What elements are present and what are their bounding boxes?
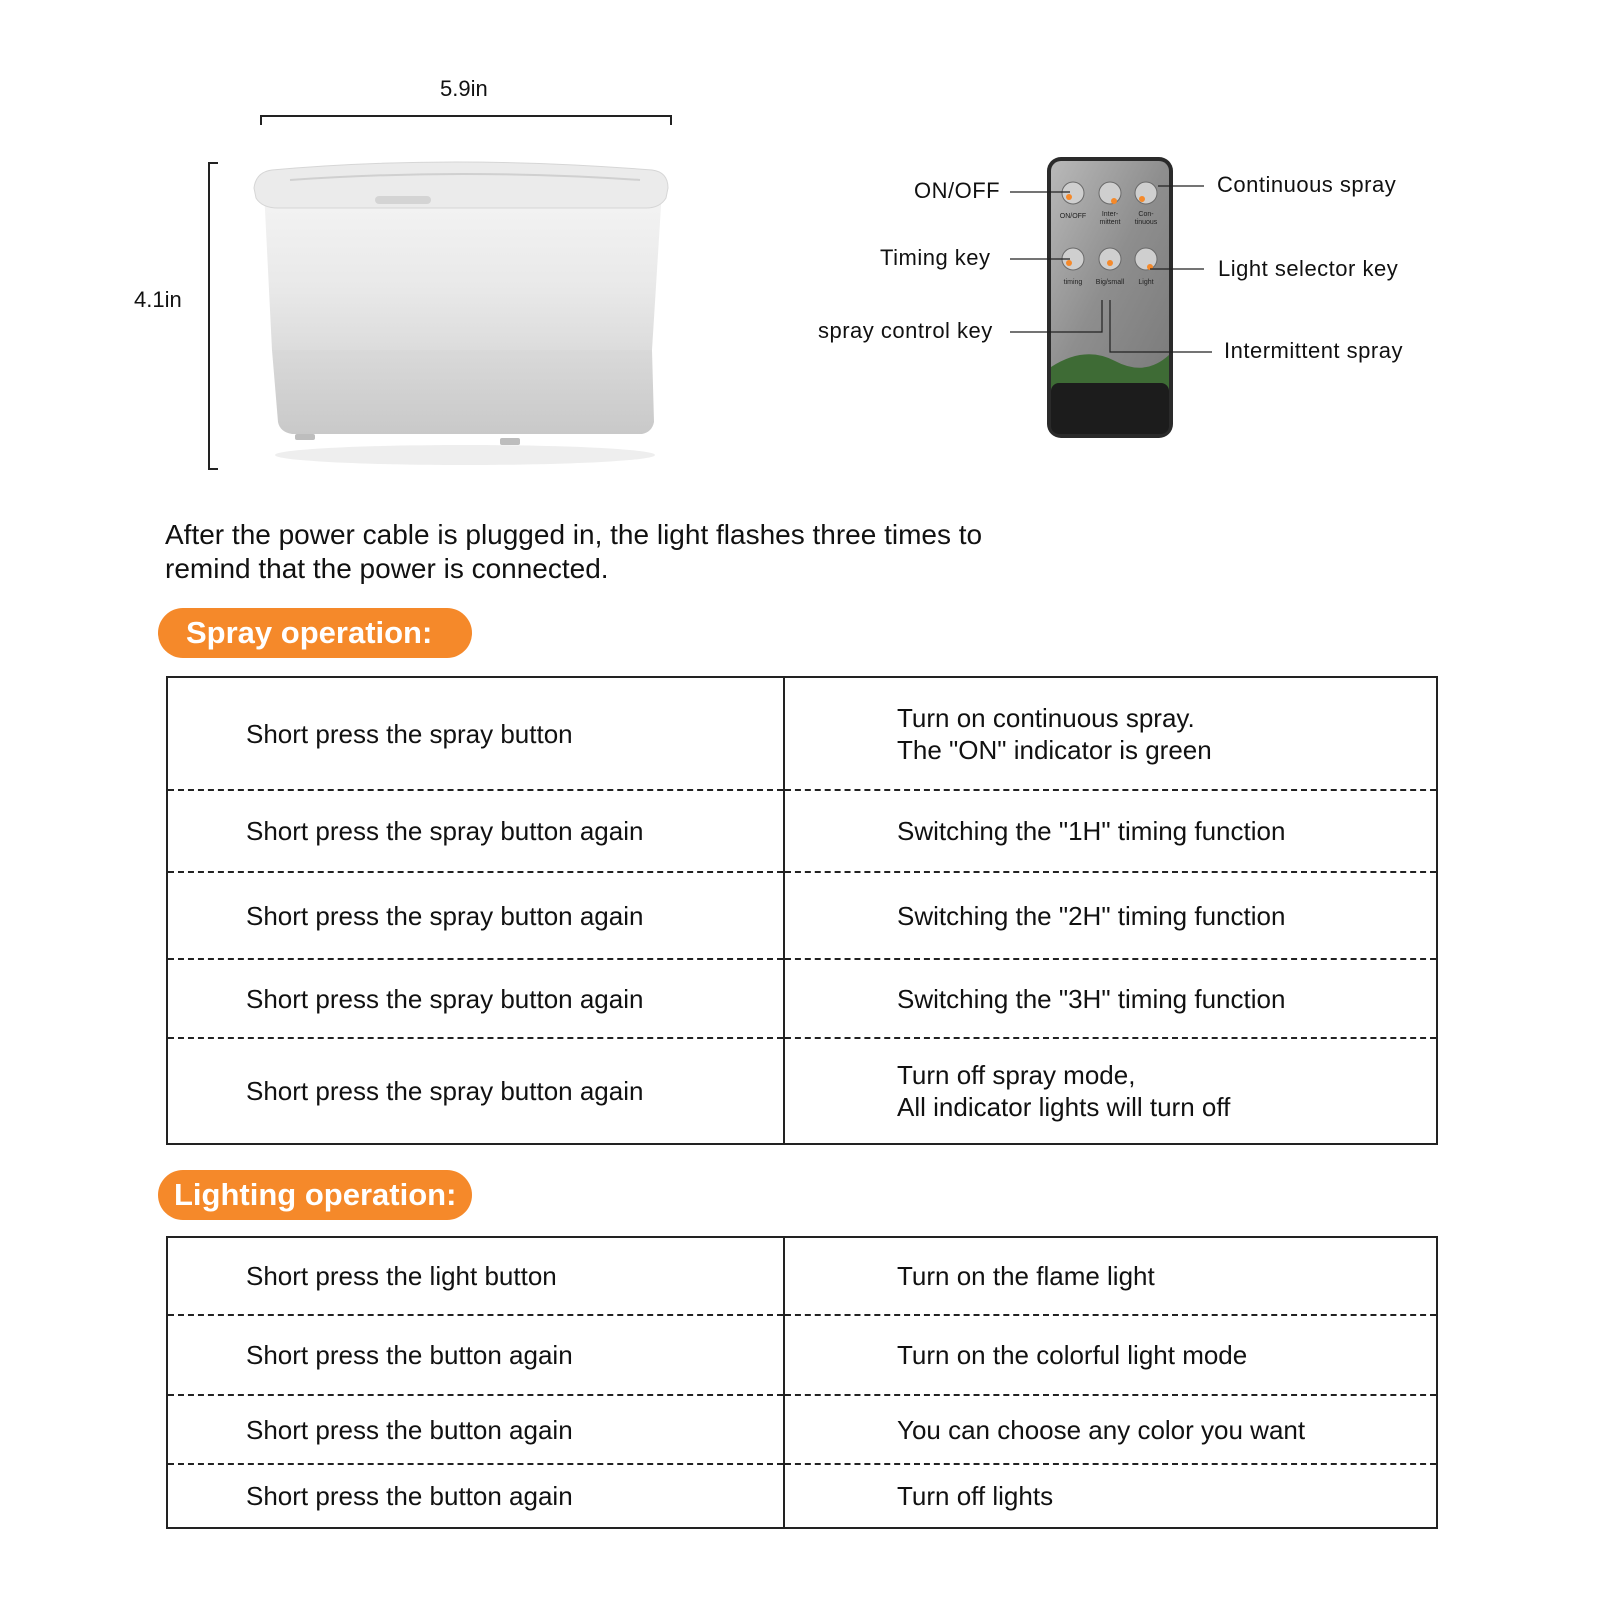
- spray-result-cell: [784, 677, 1437, 790]
- spray-result-line-2: All indicator lights will turn off: [897, 1092, 1231, 1122]
- lighting-action-cell: Short press the button again: [167, 1395, 784, 1464]
- lighting-result-cell: Turn off lights: [784, 1464, 1437, 1528]
- callout-continuous-spray: Continuous spray: [1217, 172, 1397, 197]
- width-dimension-line: [260, 115, 672, 117]
- table-row: [167, 790, 1437, 872]
- height-dimension-label: 4.1in: [134, 287, 182, 312]
- table-row: [167, 1464, 1437, 1528]
- callout-light-selector-key: Light selector key: [1218, 256, 1399, 281]
- svg-text:Inter-: Inter-: [1101, 211, 1119, 218]
- height-dimension-line: [208, 162, 210, 470]
- lighting-result-cell: Turn on the colorful light mode: [784, 1315, 1437, 1395]
- svg-text:Con-: Con-: [1138, 211, 1154, 218]
- callout-intermittent-spray: Intermittent spray: [1224, 338, 1403, 363]
- table-row: [167, 872, 1437, 959]
- callout-on-off: ON/OFF: [914, 178, 1001, 203]
- table-row: [167, 959, 1437, 1038]
- spray-action-cell: Short press the spray button again: [167, 959, 784, 1038]
- table-row: [167, 677, 1437, 790]
- intro-line-2: remind that the power is connected.: [165, 553, 609, 584]
- spray-result-line-1: Turn off spray mode,: [897, 1060, 1136, 1090]
- lighting-result-cell: You can choose any color you want: [784, 1395, 1437, 1464]
- callout-timing-key: Timing key: [880, 245, 991, 270]
- spray-action-cell: Short press the spray button again: [167, 790, 784, 872]
- lighting-operation-heading: Lighting operation:: [158, 1170, 472, 1220]
- humidifier-image: [250, 150, 690, 480]
- spray-result-cell: [784, 1038, 1437, 1144]
- spray-result-cell: Switching the "1H" timing function: [784, 790, 1437, 872]
- svg-text:Light: Light: [1138, 279, 1154, 286]
- table-row: [167, 1038, 1437, 1144]
- table-row: [167, 1237, 1437, 1315]
- callout-spray-control-key: spray control key: [818, 318, 993, 343]
- lighting-operation-table: [166, 1236, 1438, 1529]
- spray-action-cell: Short press the spray button: [167, 677, 784, 790]
- svg-text:ON/OFF: ON/OFF: [1059, 213, 1087, 220]
- intro-paragraph: [165, 518, 1065, 586]
- remote-callout-lines: [1010, 180, 1250, 360]
- lighting-result-cell: Turn on the flame light: [897, 1261, 1155, 1291]
- spray-action-cell: Short press the spray button again: [167, 1038, 784, 1144]
- svg-text:tinuous: tinuous: [1134, 219, 1158, 226]
- svg-text:mittent: mittent: [1099, 219, 1121, 226]
- lighting-action-cell: Short press the light button: [167, 1237, 784, 1315]
- table-row: [167, 1315, 1437, 1395]
- spray-result-cell: Switching the "2H" timing function: [784, 872, 1437, 959]
- spray-action-cell: Short press the spray button again: [167, 872, 784, 959]
- svg-text:Big/small: Big/small: [1095, 279, 1125, 286]
- spray-result-line-1: Turn on continuous spray.: [897, 702, 1195, 733]
- spray-result-cell: Switching the "3H" timing function: [784, 959, 1437, 1038]
- spray-operation-table: [166, 676, 1438, 1145]
- lighting-action-cell: Short press the button again: [167, 1315, 784, 1395]
- spray-result-line-2: The "ON" indicator is green: [897, 734, 1212, 765]
- intro-line-1: After the power cable is plugged in, the light flashes three times to: [165, 519, 983, 550]
- table-row: [167, 1395, 1437, 1464]
- width-dimension-label: 5.9in: [440, 76, 488, 101]
- svg-text:timing: timing: [1063, 279, 1083, 286]
- spray-operation-heading: Spray operation:: [158, 608, 472, 658]
- lighting-action-cell: Short press the button again: [167, 1464, 784, 1528]
